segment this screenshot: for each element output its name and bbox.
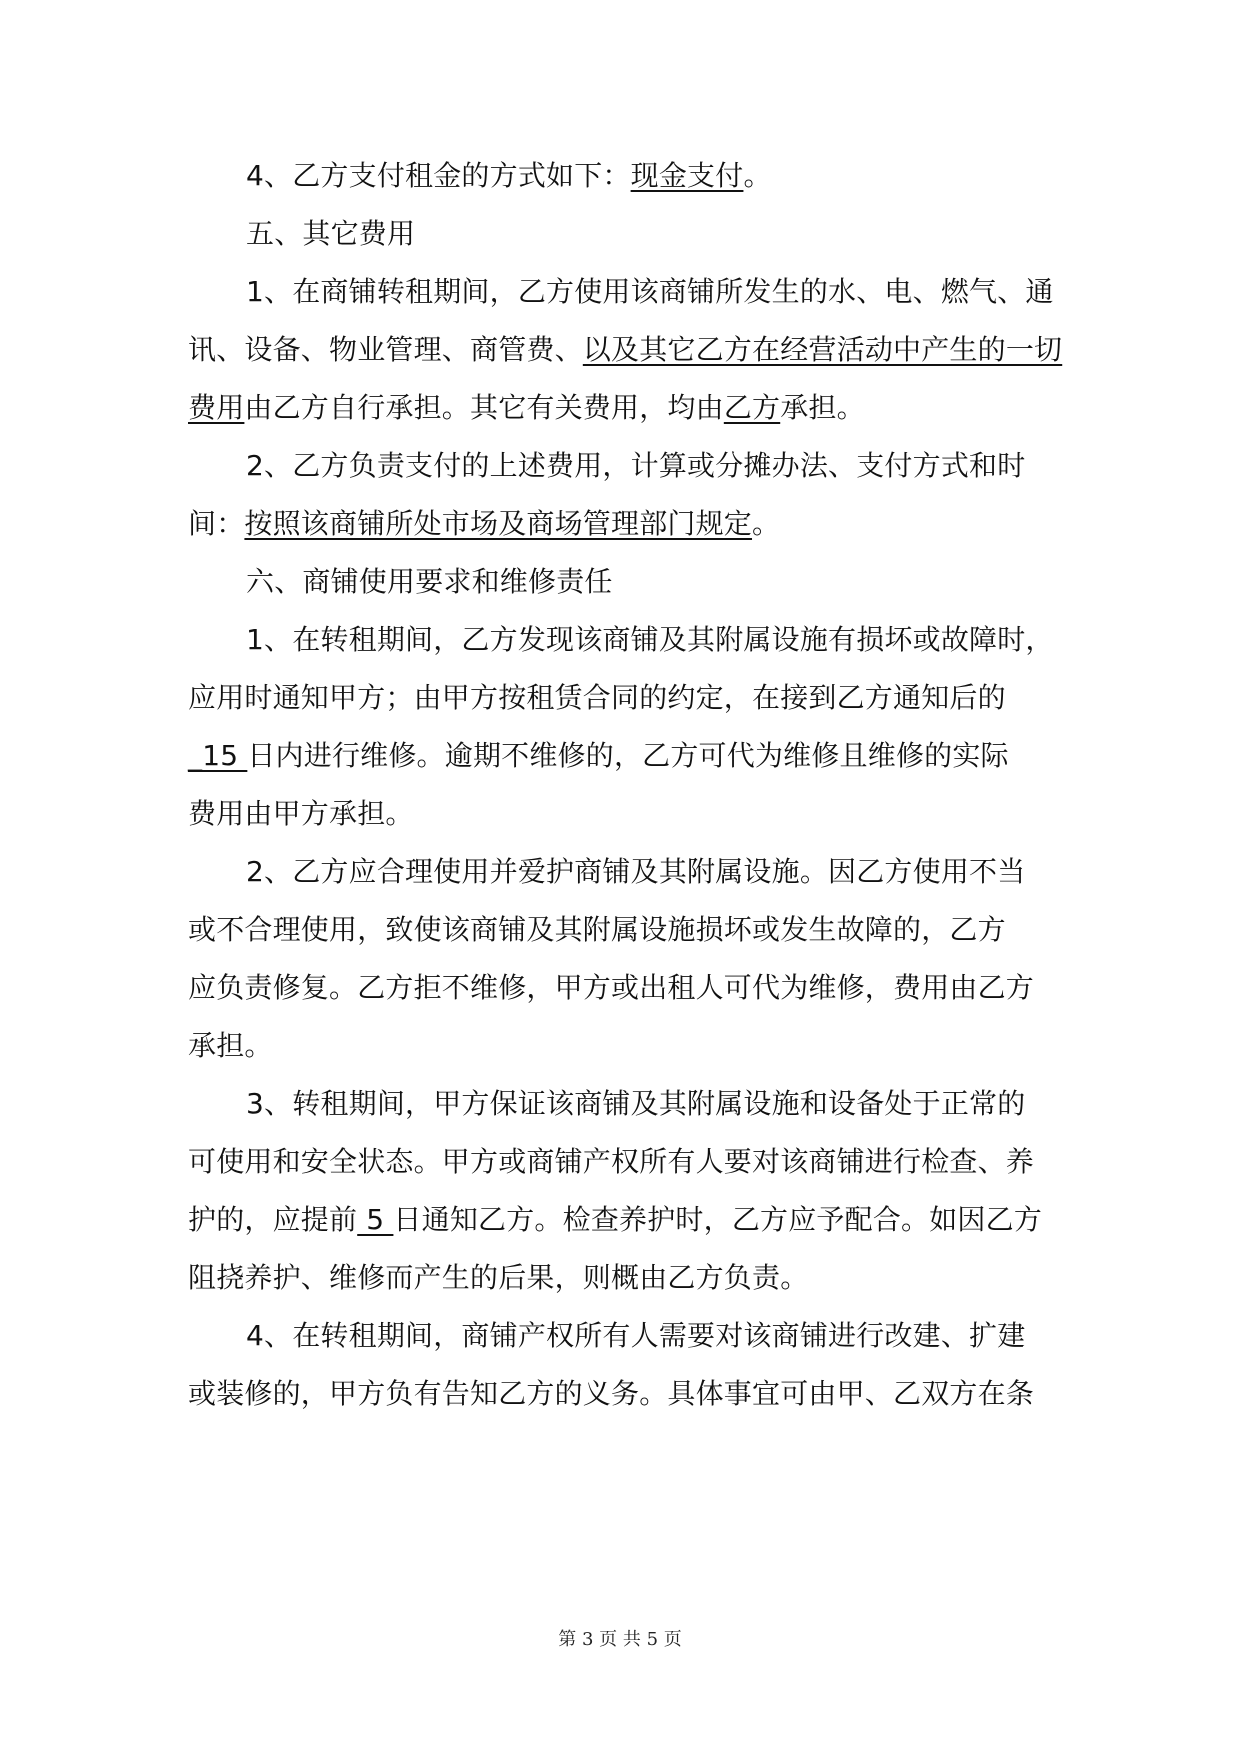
text-segment: 3、转租期间，甲方保证该商铺及其附属设施和设备处于正常的 xyxy=(246,1087,1026,1120)
text-line xyxy=(246,1084,1025,1124)
text-segment: 。 xyxy=(752,507,781,540)
filled-blank: 现金支付 xyxy=(630,159,744,192)
text-segment: 1、在转租期间，乙方发现该商铺及其附属设施有损坏或故障时， xyxy=(246,623,1054,656)
text-segment: 费用由甲方承担。 xyxy=(188,797,414,830)
text-line xyxy=(188,1258,808,1298)
text-segment: 六、商铺使用要求和维修责任 xyxy=(246,565,613,598)
text-line xyxy=(188,1026,273,1066)
text-line xyxy=(188,504,780,544)
text-line xyxy=(188,330,1062,370)
page-footer: 第 3 页 共 5 页 xyxy=(558,1629,682,1650)
text-segment: 间： xyxy=(188,507,245,540)
section-heading xyxy=(246,562,613,602)
text-line xyxy=(246,620,1054,660)
filled-blank: 以及其它乙方在经营活动中产生的一切 xyxy=(582,333,1063,366)
text-segment: 4、在转租期间，商铺产权所有人需要对该商铺进行改建、扩建 xyxy=(246,1319,1026,1352)
text-line xyxy=(246,852,1025,892)
text-line xyxy=(188,1142,1034,1182)
text-segment: 日内进行维修。逾期不维修的，乙方可代为维修且维修的实际 xyxy=(247,739,1009,772)
section-heading xyxy=(246,214,415,254)
text-segment: 承担。 xyxy=(780,391,865,424)
text-segment: 日通知乙方。检查养护时，乙方应予配合。如因乙方 xyxy=(393,1203,1043,1236)
filled-blank: 5 xyxy=(357,1203,394,1236)
text-line xyxy=(188,1200,1042,1240)
filled-blank: 费用 xyxy=(188,391,245,424)
text-segment: 应用时通知甲方；由甲方按租赁合同的约定，在接到乙方通知后的 xyxy=(188,681,1006,714)
text-segment: 护的，应提前 xyxy=(188,1203,358,1236)
text-segment: 2、乙方负责支付的上述费用，计算或分摊办法、支付方式和时 xyxy=(246,449,1026,482)
text-segment: 承担。 xyxy=(188,1029,273,1062)
text-segment: 或不合理使用，致使该商铺及其附属设施损坏或发生故障的，乙方 xyxy=(188,913,1006,946)
filled-blank: 按照该商铺所处市场及商场管理部门规定 xyxy=(244,507,753,540)
text-line xyxy=(188,736,1009,776)
text-line xyxy=(246,446,1025,486)
text-segment: 由乙方自行承担。其它有关费用，均由 xyxy=(244,391,724,424)
text-line xyxy=(246,272,1054,312)
text-line xyxy=(246,156,772,196)
text-line xyxy=(188,388,865,428)
text-line xyxy=(188,968,1034,1008)
text-segment: 。 xyxy=(743,159,772,192)
text-line xyxy=(246,1316,1025,1356)
text-line xyxy=(188,910,1006,950)
text-segment: 1、在商铺转租期间，乙方使用该商铺所发生的水、电、燃气、通 xyxy=(246,275,1054,308)
text-segment: 可使用和安全状态。甲方或商铺产权所有人要对该商铺进行检查、养 xyxy=(188,1145,1035,1178)
text-segment: 或装修的，甲方负有告知乙方的义务。具体事宜可由甲、乙双方在条 xyxy=(188,1377,1035,1410)
text-segment: 讯、设备、物业管理、商管费、 xyxy=(188,333,583,366)
text-segment: 阻挠养护、维修而产生的后果，则概由乙方负责。 xyxy=(188,1261,809,1294)
text-segment: 应负责修复。乙方拒不维修，甲方或出租人可代为维修，费用由乙方 xyxy=(188,971,1035,1004)
text-segment: 五、其它费用 xyxy=(246,217,416,250)
filled-blank: _15 xyxy=(188,739,248,772)
text-segment: 2、乙方应合理使用并爱护商铺及其附属设施。因乙方使用不当 xyxy=(246,855,1026,888)
filled-blank: 乙方 xyxy=(723,391,781,424)
text-line xyxy=(188,1374,1034,1414)
text-line xyxy=(188,678,1006,718)
text-segment: 4、乙方支付租金的方式如下： xyxy=(246,159,631,192)
text-line xyxy=(188,794,414,834)
